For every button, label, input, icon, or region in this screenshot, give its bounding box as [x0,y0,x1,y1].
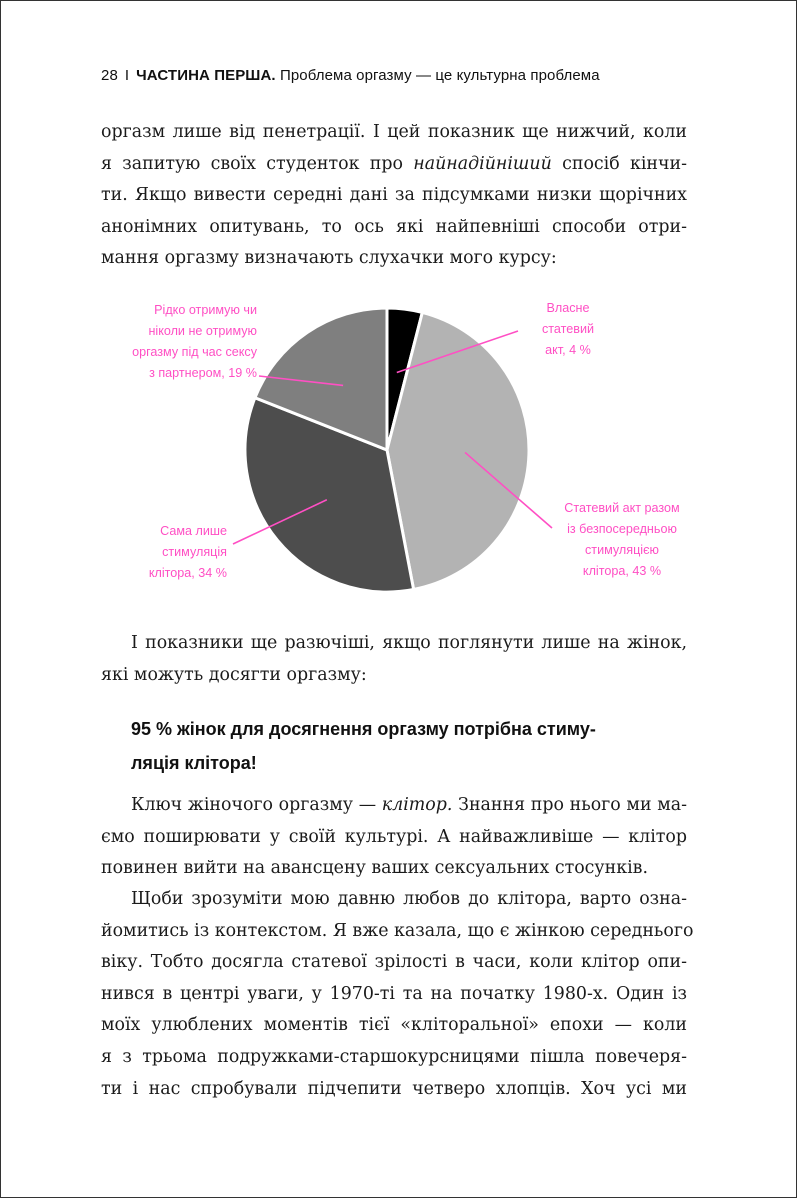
slice-label-line: оргазму під час сексу [132,345,257,359]
paragraph-results [101,628,687,691]
text-span: Ключ жіночого оргазму — [131,795,382,815]
text-span: спосіб кінчи- [551,153,687,174]
highlight-line: ляція клітора! [131,753,257,773]
text-line: я з трьома подружками-старшокурсницями пішла повечеря- [101,1046,687,1067]
emphasis-text: найнадійніший [413,153,552,174]
text-span: Знання про нього ми ма- [452,795,687,815]
slice-label-line: акт, 4 % [545,343,591,357]
highlight-line: 95 % жінок для досягнення оргазму потрібна стиму- [131,719,596,739]
text-line: оргазм лише від пенетрації. І цей показник ще нижчий, коли [101,122,687,142]
text-line [101,790,687,822]
text-line: І показники ще разючіші, якщо поглянути лише на жінок, [131,633,687,653]
slice-label-line: стимуляцією [585,543,659,557]
text-line: ти і нас спробували підчепити четверо хлопців. Хоч усі ми [101,1078,687,1099]
slice-label-line: стимуляція [162,545,227,559]
slice-label-line: Статевий акт разом [564,501,680,515]
header-separator: I [124,67,130,84]
text-line: нився в центрі уваги, у 1970-ті та на початку 1980-х. Один із [101,983,687,1004]
slice-label-line: з партнером, 19 % [149,366,257,380]
text-line: віку. Тобто досягла статевої зрілості в часи, коли клітор опи- [101,952,687,973]
paragraph-key [101,790,687,885]
slice-label-intercourse [513,298,623,361]
chapter-title: Проблема оргазму — це культурна проблема [279,67,600,84]
text-line: Щоби зрозуміти мою давню любов до клітора, варто озна- [131,889,687,909]
text-line: повинен вийти на авансцену ваших сексуальних стосунків. [101,858,648,879]
slice-label-intercourse-plus-clitoral [537,498,707,582]
slice-label-line: Сама лише [160,524,227,538]
text-line: які можуть досягти оргазму: [101,664,367,685]
slice-label-line: статевий [541,322,595,336]
paragraph-context [101,884,694,1105]
slice-label-line: клітора, 34 % [148,566,227,580]
text-line: анонімних опитувань, то ось які найпевніші способи отри- [101,216,687,237]
slice-label-line: Рідко отримую чи [154,303,257,317]
slice-label-line: Власне [546,301,590,315]
page-number: 28 [101,67,118,84]
text-line: моїх улюблених моментів тієї «кліторальної» епохи — коли [101,1015,687,1036]
slice-label-line: ніколи не отримую [148,324,257,338]
emphasis-text: клітор. [381,795,453,815]
highlight-statement [131,712,671,780]
text-line: ти. Якщо вивести середні дані за підсумками низки щорічних [101,185,687,206]
part-title: ЧАСТИНА ПЕРША. [136,67,276,84]
text-line: мання оргазму визначають слухачки мого курсу: [101,248,557,269]
slice-label-line: клітора, 43 % [582,564,662,578]
text-line: йомитись із контекстом. Я вже казала, що є жінкою середнього [101,920,694,941]
text-line: ємо поширювати у своїй культурі. А найважливіше — клітор [101,826,687,847]
slice-label-clitoral-only [101,521,227,584]
slice-label-line: із безпосередньою [567,522,677,536]
slice-label-rarely-never [81,300,257,384]
text-span: я запитую своїх студенток про [101,153,414,174]
